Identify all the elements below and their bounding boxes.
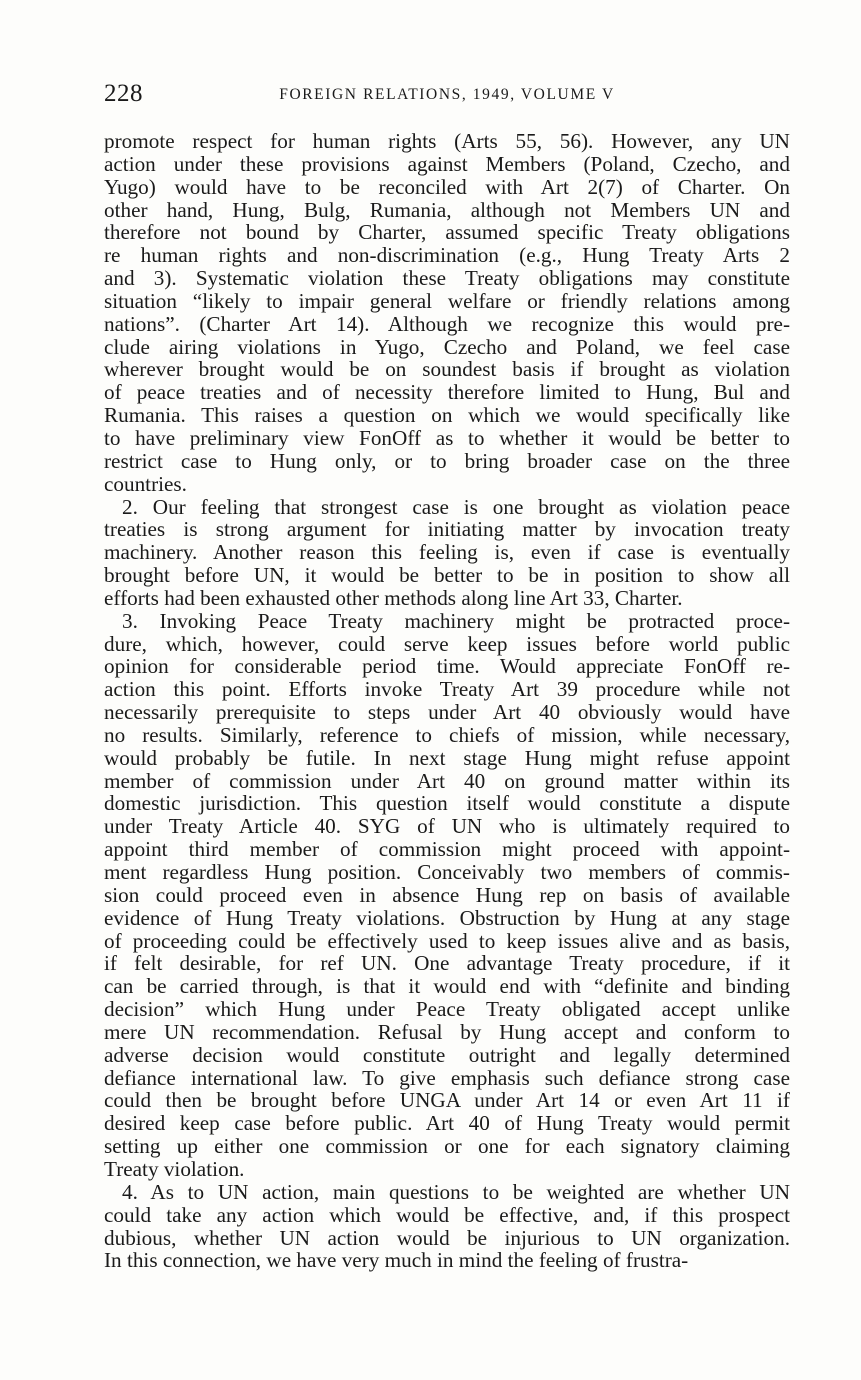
- text-line: and 3). Systematic violation these Treaty obligations may constitute: [104, 266, 790, 291]
- text-line: dure, which, however, could serve keep issues before world public: [104, 631, 790, 656]
- text-line: member of commission under Art 40 on ground matter within its: [104, 768, 790, 793]
- paragraph-2: [104, 496, 790, 610]
- text-line: re human rights and non-discrimination (e.g., Hung Treaty Arts 2: [104, 243, 790, 268]
- paragraph-1: [104, 130, 790, 496]
- text-line: action under these provisions against Members (Poland, Czecho, and: [104, 151, 790, 176]
- text-line: mere UN recommendation. Refusal by Hung accept and conform to: [104, 1019, 790, 1044]
- text-line: promote respect for human rights (Arts 55, 56). However, any UN: [104, 129, 790, 153]
- text-line: restrict case to Hung only, or to bring broader case on the three: [104, 448, 790, 473]
- page-number: 228: [104, 80, 143, 107]
- text-line: Yugo) would have to be reconciled with Art 2(7) of Charter. On: [104, 174, 790, 199]
- text-line: appoint third member of commission might proceed with appoint-: [104, 837, 790, 862]
- text-line: of proceeding could be effectively used to keep issues alive and as basis,: [104, 928, 790, 953]
- text-line: 2. Our feeling that strongest case is one brought as violation peace: [122, 494, 790, 519]
- text-line: ment regardless Hung position. Conceivably two members of commis-: [104, 860, 790, 884]
- text-line: sion could proceed even in absence Hung rep on basis of available: [104, 882, 790, 907]
- text-line: other hand, Hung, Bulg, Rumania, although not Members UN and: [104, 197, 790, 222]
- text-line: adverse decision would constitute outright and legally determined: [104, 1042, 790, 1067]
- text-line: could then be brought before UNGA under Art 14 or even Art 11 if: [104, 1088, 790, 1113]
- running-title: FOREIGN RELATIONS, 1949, VOLUME V: [279, 86, 615, 103]
- text-line: efforts had been exhausted other methods along line Art 33, Charter.: [104, 585, 683, 610]
- text-line: desired keep case before public. Art 40 of Hung Treaty would permit: [104, 1111, 790, 1136]
- page-header: [104, 80, 790, 112]
- text-line: therefore not bound by Charter, assumed specific Treaty obligations: [104, 220, 790, 245]
- text-line: evidence of Hung Treaty violations. Obstruction by Hung at any stage: [104, 905, 790, 930]
- text-line: Treaty violation.: [104, 1156, 245, 1181]
- text-line: 3. Invoking Peace Treaty machinery might be protracted proce-: [122, 608, 790, 633]
- text-line: decision” which Hung under Peace Treaty obligated accept unlike: [104, 997, 790, 1022]
- text-line: Rumania. This raises a question on which we would specifically like: [104, 403, 790, 428]
- text-line: countries.: [104, 471, 187, 496]
- text-line: defiance international law. To give emphasis such defiance strong case: [104, 1065, 790, 1090]
- text-line: treaties is strong argument for initiating matter by invocation treaty: [104, 517, 790, 542]
- text-line: necessarily prerequisite to steps under Art 40 obviously would have: [104, 700, 790, 725]
- body-text: [104, 130, 790, 1272]
- text-line: dubious, whether UN action would be injurious to UN organization.: [104, 1225, 790, 1250]
- text-line: situation “likely to impair general welfare or friendly relations among: [104, 288, 790, 313]
- text-line: brought before UN, it would be better to be in position to show all: [104, 563, 790, 588]
- text-line: machinery. Another reason this feeling is, even if case is eventually: [104, 540, 790, 565]
- text-line: under Treaty Article 40. SYG of UN who is ultimately required to: [104, 814, 790, 839]
- text-line: wherever brought would be on soundest basis if brought as violation: [104, 357, 790, 382]
- text-line: action this point. Efforts invoke Treaty Art 39 procedure while not: [104, 677, 790, 702]
- text-line: clude airing violations in Yugo, Czecho and Poland, we feel case: [104, 334, 790, 359]
- text-line: 4. As to UN action, main questions to be weighted are whether UN: [122, 1179, 790, 1204]
- text-line: no results. Similarly, reference to chiefs of mission, while necessary,: [104, 722, 790, 747]
- text-line: if felt desirable, for ref UN. One advantage Treaty procedure, if it: [104, 951, 790, 976]
- text-line: to have preliminary view FonOff as to whether it would be better to: [104, 425, 790, 450]
- paragraph-3: [104, 610, 790, 1181]
- text-line: opinion for considerable period time. Would appreciate FonOff re-: [104, 654, 790, 679]
- text-line: nations”. (Charter Art 14). Although we recognize this would pre-: [104, 311, 790, 336]
- text-line: can be carried through, is that it would end with “definite and binding: [104, 974, 790, 999]
- text-line: of peace treaties and of necessity therefore limited to Hung, Bul and: [104, 380, 790, 405]
- text-line: could take any action which would be effective, and, if this prospect: [104, 1202, 790, 1227]
- text-line: would probably be futile. In next stage Hung might refuse appoint: [104, 745, 790, 770]
- paragraph-4: [104, 1181, 790, 1272]
- text-line: In this connection, we have very much in mind the feeling of frustra-: [104, 1248, 689, 1273]
- text-line: domestic jurisdiction. This question itself would constitute a dispute: [104, 791, 790, 816]
- text-line: setting up either one commission or one for each signatory claiming: [104, 1134, 790, 1159]
